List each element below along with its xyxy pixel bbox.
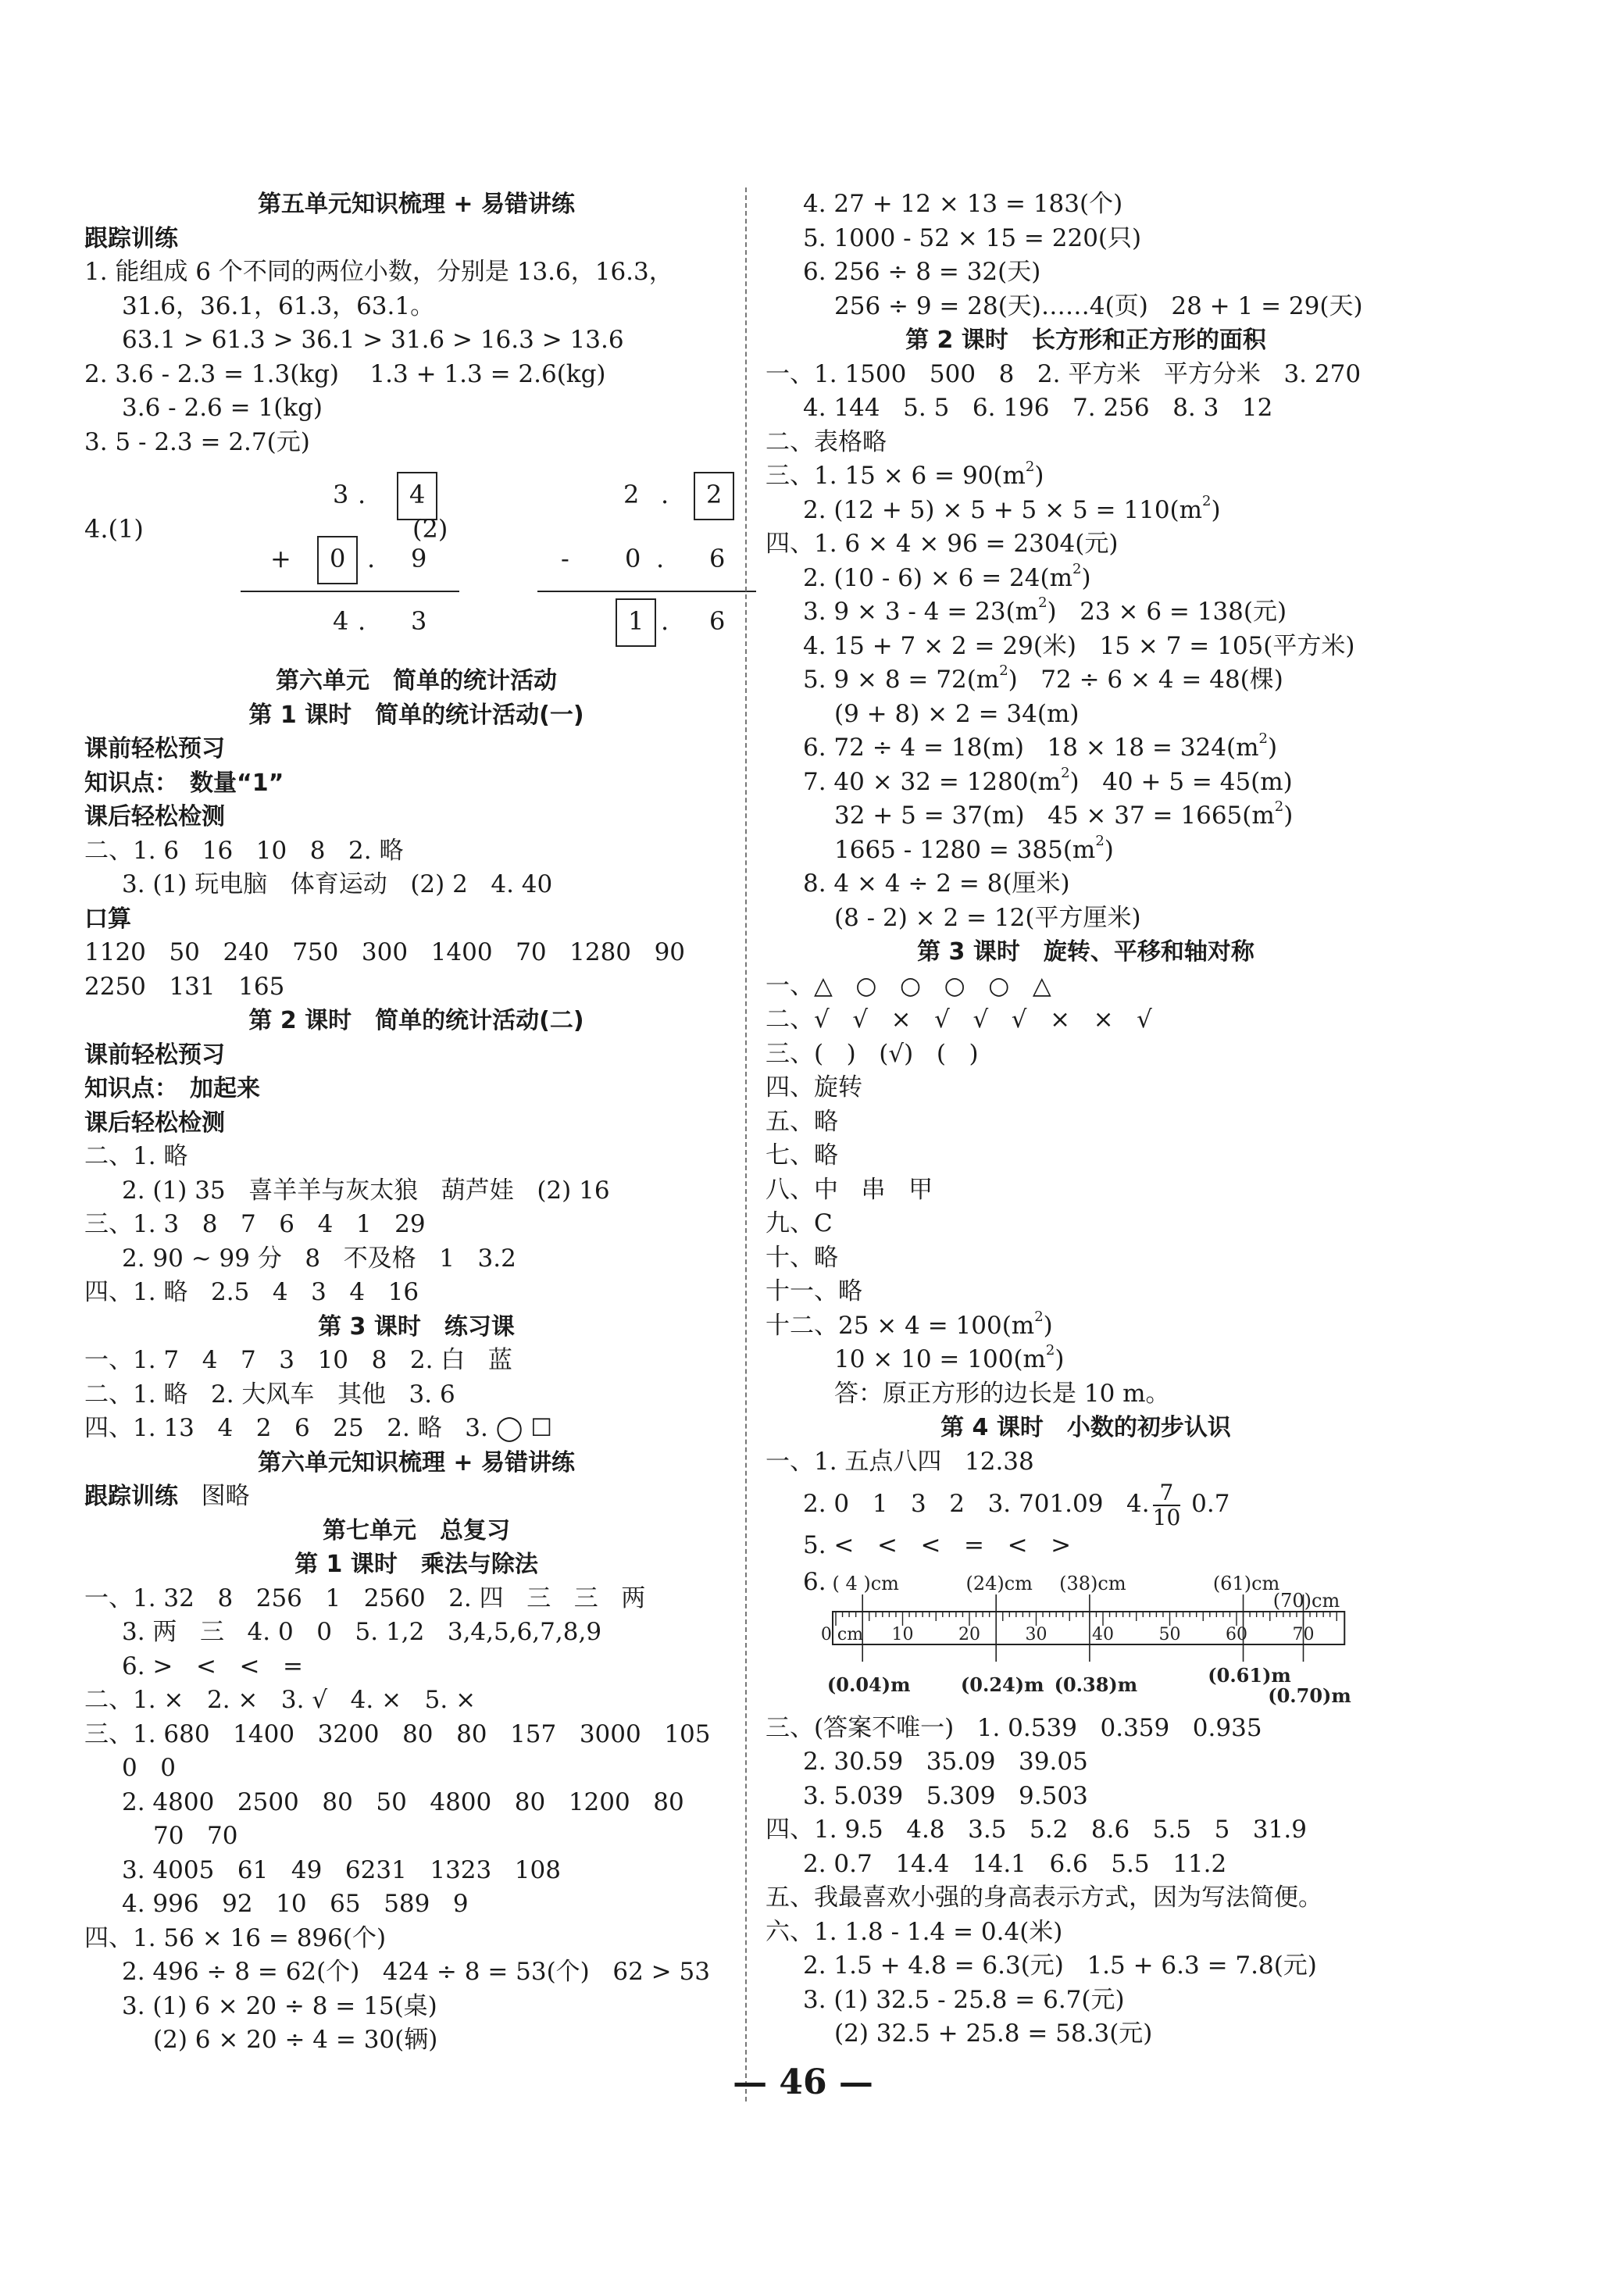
answer-line: 四、1. 9.5 4.8 3.5 5.2 8.6 5.5 5 31.9 [766,1816,1307,1844]
lesson-heading: 第 1 课时 乘法与除法 [294,1551,538,1578]
answer-line: 2250 131 165 [84,972,285,1001]
answer-text: ) 40 + 5 = 45(m) [1069,767,1293,796]
answer-line: 四、旋转 [766,1073,862,1102]
subheading: 课前轻松预习 [84,1041,225,1069]
numerator: 7 [1153,1481,1181,1506]
answer-line: 4. 144 5. 5 6. 196 7. 256 8. 3 12 [803,394,1273,422]
ruler-m-answer: (0.38)m [1054,1673,1138,1696]
digit: 2 [623,480,640,509]
answer-line: 3. 5.039 5.309 9.503 [803,1781,1088,1810]
subheading: 课后轻松检测 [84,1109,225,1137]
answer-line: 2. 90 ~ 99 分 8 不及格 1 3.2 [122,1244,516,1273]
answer-line: 3.6 - 2.6 = 1(kg) [122,394,323,422]
answer-text: ) 72 ÷ 6 × 4 = 48(棵) [1008,666,1283,694]
digit: 6 [709,544,726,573]
superscript: 2 [1061,764,1070,781]
answer-line: 31.6，36.1，61.3，63.1。 [122,291,435,320]
answer-line [766,766,1406,800]
answer-line: 十一、略 [766,1277,862,1305]
knowledge-point: 知识点： 数量“1” [84,769,284,797]
vertical-calculations [84,459,748,664]
answer-line: 四、1. 13 4 2 6 25 2. 略 3. ◯ ☐ [84,1414,553,1442]
answer-line: 一、1. 32 8 256 1 2560 2. 四 三 三 两 [84,1584,646,1612]
answer-line: (9 + 8) × 2 = 34(m) [834,699,1080,728]
answer-line: 3. 两 三 4. 0 0 5. 1,2 3,4,5,6,7,8,9 [122,1618,602,1646]
answer-line: 2. (1) 35 喜羊羊与灰太狼 葫芦娃 (2) 16 [122,1176,610,1205]
answer-text: 3. 9 × 3 - 4 = 23(m [803,598,1039,626]
answer-line: 二、1. 6 16 10 8 2. 略 [84,836,404,865]
answer-line: 4. 27 + 12 × 13 = 183(个) [803,190,1123,218]
answer-line: 2. $(10 - 6) \times 6 = 24(m^2)$ [803,560,1091,592]
digit: 0 [625,544,641,573]
answer-line: 2. $(12 + 5) \times 5 + 5 \times 5 = 110(m^2)$ [803,492,1221,524]
answer-line: 一、1. 五点八四 12.38 [766,1447,1034,1476]
answer-line: 三、(答案不唯一) 1. 0.539 0.359 0.935 [766,1713,1262,1742]
digit: 3 [411,606,427,636]
ruler-tick-label: 60 [1226,1624,1247,1644]
answer-text: 十二、25 × 4 = 100(m [766,1311,1035,1340]
answer-line: 1. 能组成 6 个不同的两位小数，分别是 13.6，16.3， [84,258,673,286]
superscript: 2 [999,662,1008,679]
answer-line: 256 ÷ 9 = 28(天)……4(页) 28 + 1 = 29(天) [834,291,1363,320]
answer-line: 四、1. 6 × 4 × 96 = 2304(元) [766,530,1119,558]
decimal-point: . [661,480,669,509]
answer-text: 三、1. 15 × 6 = 90(m [766,462,1026,490]
answer-text: 7. 40 × 32 = 1280(m [803,767,1062,796]
denominator: 10 [1152,1504,1181,1530]
ruler-cm-answer: ( 4 )cm [832,1572,899,1594]
answer-line: 5. < < < = < > [803,1531,1072,1559]
superscript: 2 [1095,832,1105,849]
answer-line: 十、略 [766,1243,838,1272]
ruler-m-answer: (0.04)m [826,1673,911,1696]
answer-line: 3. 4005 61 49 6231 1323 108 [122,1855,561,1884]
answer-text: 5. 9 × 8 = 72(m [803,666,1000,694]
answer-text: 1665 - 1280 = 385(m [834,835,1096,864]
answer-line: 3. (1) 玩电脑 体育运动 (2) 2 4. 40 [122,870,553,898]
lesson-heading: 第 1 课时 简单的统计活动(一) [248,701,584,729]
answer-text: 0.7 [1191,1490,1230,1518]
minus-sign: - [561,544,569,573]
subheading: 跟踪训练 [84,224,178,252]
section-heading: 第六单元知识梳理 + 易错讲练 [257,1448,576,1477]
answer-line: 六、1. 1.8 - 1.4 = 0.4(米) [766,1917,1063,1946]
ruler-cm-answer: (24)cm [965,1572,1033,1594]
answer-text: 6. 72 ÷ 4 = 18(m) 18 × 18 = 324(m [803,734,1259,762]
answer-line: 三、( ) (√) ( ) [766,1039,979,1068]
ruler-cm-answer: (70)cm [1272,1589,1340,1612]
question-label: (2) [412,514,448,544]
answer-line [84,1480,748,1514]
ruler-tick-label: 20 [958,1624,980,1644]
ruler-tick-label: 50 [1158,1624,1181,1644]
column-divider [745,187,747,2101]
answer-line: 二、1. × 2. × 3. √ 4. × 5. × [84,1686,476,1714]
answer-line: 四、1. 略 2.5 4 3 4 16 [84,1278,419,1306]
answer-line: 九、C [766,1209,833,1237]
answer-line: 6. > < < = [122,1651,304,1680]
answer-line: 63.1 > 61.3 > 36.1 > 31.6 > 16.3 > 13.6 [122,326,624,354]
subheading: 课前轻松预习 [84,735,225,762]
answer-line: 3. (1) 32.5 - 25.8 = 6.7(元) [803,1985,1125,2014]
difference-line [537,591,756,592]
answer-line [766,595,1406,630]
digit: 4 [333,606,349,636]
subheading: 课后轻松检测 [84,803,225,830]
answer-line: (2) 6 × 20 ÷ 4 = 30(辆) [153,2026,438,2054]
answer-line: 3. 5 - 2.3 = 2.7(元) [84,427,310,456]
answer-text: 2. 0 1 3 2 3. 701.09 4. [803,1490,1150,1518]
answer-line: 2. 4800 2500 80 50 4800 80 1200 80 [122,1787,684,1816]
answer-line: $10 \times 10 = 100(m^2)$ [834,1342,1065,1373]
answer-text: 2. (10 - 6) × 6 = 24(m [803,563,1072,592]
answer-line: 2. 1.5 + 4.8 = 6.3(元) 1.5 + 6.3 = 7.8(元) [803,1951,1317,1980]
answer-line: 8. 4 × 4 ÷ 2 = 8(厘米) [803,869,1070,898]
unit-heading: 第六单元 简单的统计活动 [276,667,557,695]
superscript: 2 [1025,459,1035,475]
answer-line: 二、1. 略 [84,1142,188,1170]
answer-text: 2. (12 + 5) × 5 + 5 × 5 = 110(m [803,495,1203,524]
answer-text: 32 + 5 = 37(m) 45 × 37 = 1665(m [834,802,1275,830]
answer-line: 七、略 [766,1141,838,1169]
answer-line: 5. 1000 - 52 × 15 = 220(只) [803,223,1142,252]
answer-text: 图略 [201,1482,250,1510]
answer-line: 32 + 5 = 37(m) $45 \times 37 = 1665(m^2)$ [834,798,1294,830]
answer-line: 一、△ ○ ○ ○ ○ △ [766,971,1051,1000]
lesson-heading: 第 4 课时 小数的初步认识 [940,1414,1231,1441]
decimal-point: . [358,480,366,509]
answer-line: 4. 996 92 10 65 589 9 [122,1890,469,1918]
ruler-m-answer: (0.61)m [1208,1663,1291,1687]
answer-line: 一、1. 1500 500 8 2. 平方米 平方分米 3. 270 [766,359,1362,388]
answer-line: 八、中 串 甲 [766,1175,933,1204]
fraction [1153,1481,1181,1530]
answer-line: 十二、$25 \times 4 = 100(m^2)$ [766,1308,1053,1340]
ruler-m-answer: (0.70)m [1268,1684,1351,1707]
answer-line: 四、1. 56 × 16 = 896(个) [84,1923,387,1952]
question-label: 6. [803,1567,826,1596]
superscript: 2 [1274,798,1284,815]
answer-line: 2. 496 ÷ 8 = 62(个) 424 ÷ 8 = 53(个) 62 > 53 [122,1958,710,1986]
knowledge-point: 知识点： 加起来 [84,1075,260,1102]
ruler-m-answer: (0.24)m [960,1673,1044,1696]
ruler-tick-label: 10 [891,1624,914,1644]
question-label: 4.(1) [84,514,144,544]
answer-line: 3. (1) 6 × 20 ÷ 8 = 15(桌) [122,1991,437,2020]
vertical-subtraction [451,459,756,694]
subheading: 口算 [84,905,131,933]
answer-line: 答：原正方形的边长是 10 m。 [834,1379,1170,1408]
answer-line: 0 0 [122,1754,177,1782]
answer-line: 五、我最喜欢小强的身高表示方式，因为写法简便。 [766,1884,1322,1912]
decimal-point: . [358,606,366,636]
answer-line: (8 - 2) × 2 = 12(平方厘米) [834,903,1141,932]
digit: 6 [709,606,726,636]
superscript: 2 [1045,1342,1055,1359]
answer-line: 2. 30.59 35.09 39.05 [803,1748,1088,1776]
left-column [84,187,748,2058]
ruler-diagram [766,1563,1406,1712]
answer-line: (2) 32.5 + 25.8 = 58.3(元) [834,2019,1153,2048]
ruler-cm-answer: (38)cm [1059,1572,1126,1594]
answer-text: 10 × 10 = 100(m [834,1345,1046,1373]
sum-line [241,591,459,592]
box-digit: 4 [409,480,426,509]
answer-line [766,1479,1406,1529]
answer-line: 1120 50 240 750 300 1400 70 1280 90 [84,938,686,966]
ruler-tick-label: 0 cm [820,1624,864,1644]
digit: 9 [411,544,427,573]
answer-line [766,663,1406,698]
decimal-point: . [656,544,665,573]
answer-text: ) 23 × 6 = 138(元) [1047,598,1287,626]
right-column [766,187,1406,2051]
digit: 3 [333,480,349,509]
superscript: 2 [1034,1308,1044,1325]
answer-line: 一、1. 7 4 7 3 10 8 2. 白 蓝 [84,1346,512,1374]
superscript: 2 [1072,560,1082,577]
answer-line: 4. 15 + 7 × 2 = 29(米) 15 × 7 = 105(平方米) [803,631,1355,660]
superscript: 2 [1258,730,1268,747]
answer-line: 二、表格略 [766,427,887,456]
page-number: — 46 — [733,2062,873,2102]
answer-line: 三、1. $15 \times 6 = 90(m^2)$ [766,459,1044,490]
decimal-point: . [367,544,376,573]
lesson-heading: 第 2 课时 长方形和正方形的面积 [905,327,1266,354]
vertical-addition [162,459,467,694]
answer-line: $1665 - 1280 = 385(m^2)$ [834,832,1114,864]
box-digit: 2 [706,480,723,509]
lesson-heading: 第 2 课时 简单的统计活动(二) [248,1007,584,1034]
lesson-heading: 第 3 课时 旋转、平移和轴对称 [917,938,1254,966]
superscript: 2 [1038,595,1047,611]
answer-line: 二、1. 略 2. 大风车 其他 3. 6 [84,1380,455,1409]
ruler-tick-label: 30 [1025,1624,1047,1644]
superscript: 2 [1202,492,1212,509]
answer-line: 2. 0.7 14.4 14.1 6.6 5.5 11.2 [803,1849,1227,1878]
ruler-tick-label: 40 [1092,1624,1114,1644]
subheading: 跟踪训练 [84,1483,178,1510]
decimal-point: . [661,606,669,636]
answer-line: 五、略 [766,1107,838,1136]
plus-sign: + [270,544,291,573]
ruler-tick-label: 70 [1292,1624,1315,1644]
lesson-heading: 第 3 课时 练习课 [318,1312,515,1341]
ruler-cm-answer: (61)cm [1212,1572,1280,1594]
section-heading: 第五单元知识梳理 + 易错讲练 [257,191,576,218]
answer-line: 三、1. 680 1400 3200 80 80 157 3000 105 [84,1719,711,1748]
box-digit: 1 [628,606,644,636]
answer-line: 三、1. 3 8 7 6 4 1 29 [84,1210,426,1238]
answer-line: 6. 72 ÷ 4 = 18(m) $18 \times 18 = 324(m^2)$ [803,730,1278,762]
answer-line: 70 70 [153,1822,238,1850]
box-digit: 0 [330,544,346,573]
answer-line: 二、√ √ × √ √ √ × × √ [766,1005,1152,1034]
answer-line: 6. 256 ÷ 8 = 32(天) [803,258,1041,286]
unit-heading: 第七单元 总复习 [323,1516,510,1544]
ruler-question [766,1563,1406,1712]
answer-line: 2. 3.6 - 2.3 = 1.3(kg) 1.3 + 1.3 = 2.6(kg) [84,359,606,388]
